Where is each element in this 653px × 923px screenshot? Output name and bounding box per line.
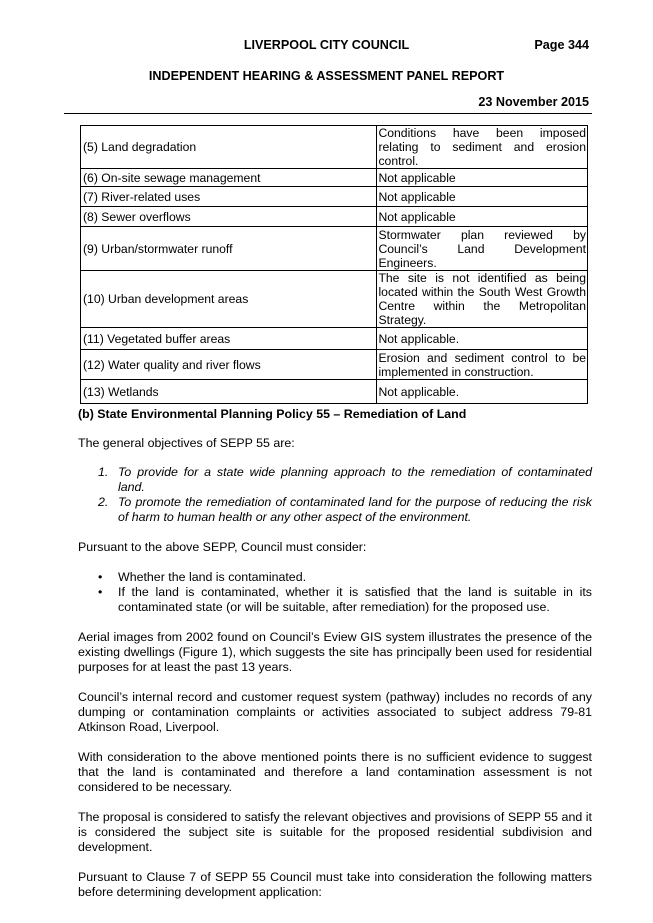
table-row xyxy=(81,169,588,187)
comment-cell: Not applicable xyxy=(377,207,588,227)
table-row xyxy=(81,271,588,328)
comment-cell: The site is not identified as being located within the South West Growth Centre within the Metropolitan Strategy. xyxy=(378,271,586,327)
matter-cell: (13) Wetlands xyxy=(81,380,377,404)
page-number: Page 344 xyxy=(534,38,589,52)
section-content xyxy=(78,407,592,900)
bullet-text: If the land is contaminated, whether it is satisfied that the land is suitable in its contaminated state (or will be suitable, after remediation) for the proposed use. xyxy=(118,585,592,614)
comment-cell: Not applicable. xyxy=(377,380,588,404)
bullet-text: Whether the land is contaminated. xyxy=(118,570,307,584)
header-divider xyxy=(64,113,592,114)
comment-cell: Stormwater plan reviewed by Council’s Land Development Engineers. xyxy=(378,227,586,270)
matter-cell: (7) River-related uses xyxy=(81,187,377,207)
records-paragraph: Council’s internal record and customer request system (pathway) includes no records of any dumping or contamination complaints or activities associated to subject address 79-81 Atkinson Road, Liverpool. xyxy=(78,690,592,734)
table-row xyxy=(81,187,588,207)
objectives-intro: The general objectives of SEPP 55 are: xyxy=(78,436,295,450)
comment-cell: Not applicable xyxy=(377,187,588,207)
table-row xyxy=(81,380,588,404)
list-number: 1. xyxy=(98,465,109,479)
list-item xyxy=(78,495,592,525)
matter-cell: (6) On-site sewage management xyxy=(81,169,377,187)
matter-cell: (11) Vegetated buffer areas xyxy=(81,328,377,350)
table-row xyxy=(81,126,588,169)
matter-cell: (10) Urban development areas xyxy=(81,271,377,328)
pursuant-paragraph: Pursuant to the above SEPP, Council must consider: xyxy=(78,540,367,554)
page-header xyxy=(0,38,653,56)
section-heading: (b) State Environmental Planning Policy 55 – Remediation of Land xyxy=(78,407,467,421)
comment-cell: Not applicable. xyxy=(377,328,588,350)
table-row xyxy=(81,328,588,350)
list-item xyxy=(78,570,592,585)
objectives-list xyxy=(78,465,592,525)
consideration-paragraph: With consideration to the above mentioned points there is no sufficient evidence to suggest that the land is contaminated and therefore a land contamination assessment is not considered to be necessary. xyxy=(78,750,592,794)
bullet-icon: • xyxy=(98,570,103,584)
list-item xyxy=(78,465,592,495)
objective-text: To provide for a state wide planning approach to the remediation of contaminated land. xyxy=(118,465,592,494)
list-number: 2. xyxy=(98,495,109,509)
matter-cell: (9) Urban/stormwater runoff xyxy=(81,227,377,271)
considerations-list xyxy=(78,570,592,615)
comment-cell: Conditions have been imposed relating to sediment and erosion control. xyxy=(378,126,586,168)
table-row xyxy=(81,227,588,271)
table-row xyxy=(81,350,588,380)
comment-cell: Not applicable xyxy=(377,169,588,187)
objective-text: To promote the remediation of contaminated land for the purpose of reducing the risk of harm to human health or any other aspect of the environment. xyxy=(118,495,592,524)
report-date: 23 November 2015 xyxy=(478,95,589,109)
comment-cell: Erosion and sediment control to be implemented in construction. xyxy=(378,350,586,379)
bullet-icon: • xyxy=(98,585,103,599)
list-item xyxy=(78,585,592,615)
council-name: LIVERPOOL CITY COUNCIL xyxy=(243,38,410,52)
proposal-paragraph: The proposal is considered to satisfy the relevant objectives and provisions of SEPP 55 and it is considered the subject site is suitable for the proposed residential subdivision and development. xyxy=(78,810,592,854)
matter-cell: (12) Water quality and river flows xyxy=(81,350,377,380)
aerial-paragraph: Aerial images from 2002 found on Council’s Eview GIS system illustrates the presence of the existing dwellings (Figure 1), which suggests the site has principally been used for residential purposes for at least the past 13 years. xyxy=(78,630,592,674)
matters-table xyxy=(80,125,588,404)
matter-cell: (5) Land degradation xyxy=(81,126,377,169)
report-title: INDEPENDENT HEARING & ASSESSMENT PANEL REPORT xyxy=(148,69,505,83)
matter-cell: (8) Sewer overflows xyxy=(81,207,377,227)
table-row xyxy=(81,207,588,227)
clause7-paragraph: Pursuant to Clause 7 of SEPP 55 Council must take into consideration the following matters before determining development application: xyxy=(78,870,592,899)
